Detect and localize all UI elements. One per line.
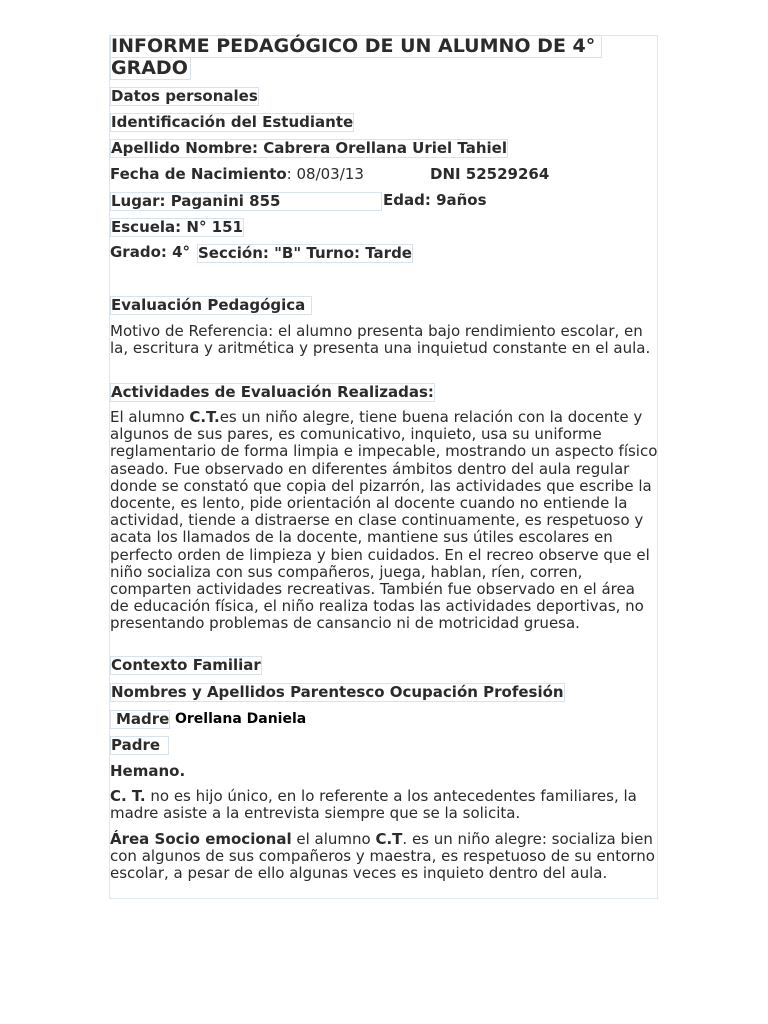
paragraph-motivo: Motivo de Referencia: el alumno presenta bajo rendimiento escolar, en la, escritura y aritmética y presenta una inquietud constante en el aula.: [110, 322, 651, 358]
row-madre-name: Orellana Daniela: [175, 711, 307, 727]
field-fecha-nacimiento: Fecha de Nacimiento: 08/03/13: [110, 165, 364, 183]
field-dni: DNI 52529264: [430, 165, 550, 183]
table-header-familia: Nombres y Apellidos Parentesco Ocupación Profesión: [111, 683, 564, 701]
field-seccion-turno: Sección: "B" Turno: Tarde: [198, 244, 412, 262]
document-title-line1: INFORME PEDAGÓGICO DE UN ALUMNO DE 4°: [110, 35, 602, 58]
row-padre: Padre: [110, 736, 169, 755]
field-grado: Grado: 4°: [110, 243, 191, 261]
paragraph-actividades: El alumno C.T.es un niño alegre, tiene buena relación con la docente y algunos de sus pares, es comunicativo, inquieto, usa su uniforme reglamentario de forma limpia e impecable, mostrando un aspecto físico aseado. Fue observado en diferentes ámbitos dentro del aula regular donde se constató que copia del pizarrón, las actividades que escribe la docente, es lento, pide orientación al docente cuando no entiende la actividad, tiende a distraerse en clase continuamente, es respetuoso y acata los llamados de la docente, mantiene sus útiles escolares en perfecto orden de limpieza y bien cuidados. En el recreo observe que el niño socializa con sus compañeros, juega, hablan, ríen, corren, comparten actividades recreativas. También fue observado en el área de educación física, el niño realiza todas las actividades deportivas, no presentando problemas de cansancio ni de motricidad gruesa.: [110, 408, 658, 633]
paragraph-antecedentes: C. T. no es hijo único, en lo referente a los antecedentes familiares, la madre asiste a la entrevista siempre que se la solicita.: [110, 787, 637, 823]
row-madre-label: Madre: [110, 710, 170, 729]
section-identificacion: Identificación del Estudiante: [111, 113, 354, 131]
row-hermano: Hemano.: [110, 762, 186, 780]
field-edad: Edad: 9años: [383, 191, 487, 209]
document-title-line2: GRADO: [110, 57, 191, 80]
section-contexto-familiar: Contexto Familiar: [111, 656, 261, 674]
section-evaluacion-pedagogica: Evaluación Pedagógica: [110, 296, 312, 315]
field-escuela: Escuela: N° 151: [111, 218, 243, 236]
field-lugar: Lugar: Paganini 855: [110, 192, 382, 211]
section-datos-personales: Datos personales: [111, 87, 258, 105]
section-actividades: Actividades de Evaluación Realizadas:: [111, 383, 434, 401]
field-apellido-nombre: Apellido Nombre: Cabrera Orellana Uriel Tahiel: [111, 139, 507, 157]
paragraph-area-socio-emocional: Área Socio emocional el alumno C.T. es un niño alegre: socializa bien con algunos de sus compañeros y maestra, es respetuoso de su entorno escolar, a pesar de ello algunas veces es inquieto dentro del aula.: [110, 830, 655, 883]
